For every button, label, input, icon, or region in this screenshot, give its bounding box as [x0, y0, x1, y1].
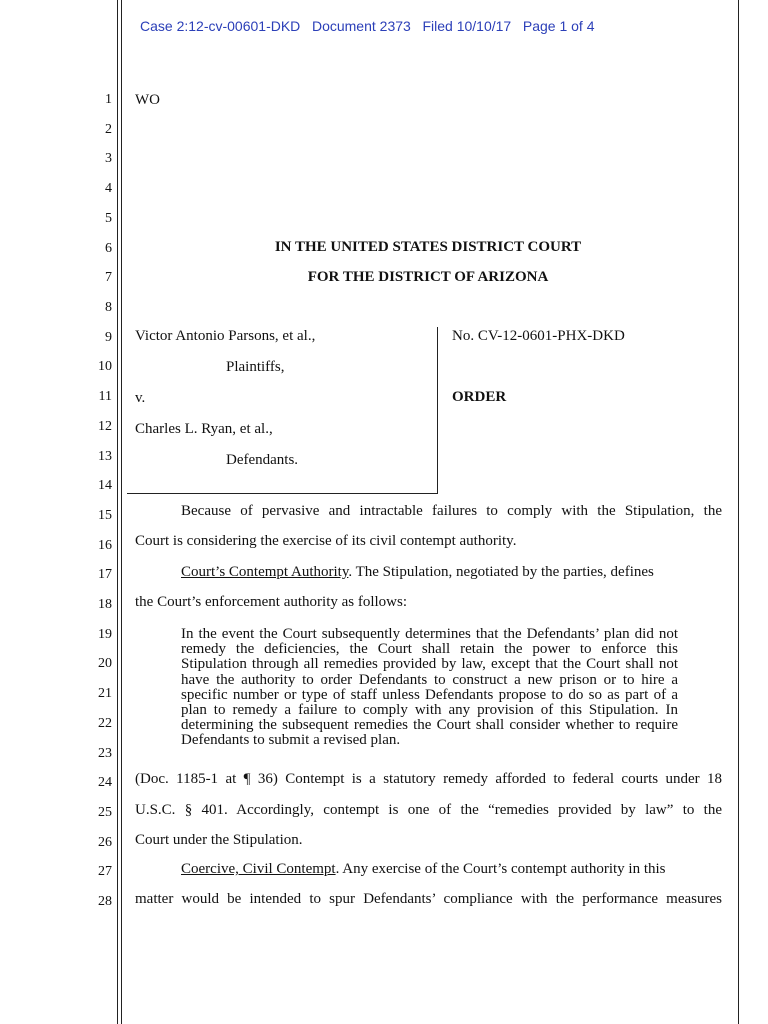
line-number: 10 — [98, 359, 112, 374]
line-number: 26 — [98, 835, 112, 850]
line-number: 20 — [98, 656, 112, 671]
line-number: 14 — [98, 478, 112, 493]
plaintiff-name: Victor Antonio Parsons, et al., — [135, 328, 316, 344]
paragraph-line: (Doc. 1185-1 at ¶ 36) Contempt is a statutory remedy afforded to federal courts under 18 — [135, 771, 722, 787]
line-number: 2 — [105, 122, 112, 137]
line-number: 22 — [98, 716, 112, 731]
line-number: 15 — [98, 508, 112, 523]
defendant-name: Charles L. Ryan, et al., — [135, 421, 273, 437]
court-title-line1: IN THE UNITED STATES DISTRICT COURT — [274, 239, 582, 255]
line-number: 28 — [98, 894, 112, 909]
block-quote: In the event the Court subsequently determines that the Defendants’ plan did not remedy the deficiencies, the Court shall retain the power to enforce this Stipulation through all remedies provided by law, except that the Court shall not have the authority to order Defendants to construct a new prison or to hire a specific number or type of staff unless Defendants propose to do so as part of a plan to remedy a failure to comply with any provision of this Stipulation. In determining the subsequent remedies the Court shall consider whether to require Defendants to submit a revised plan. — [181, 626, 678, 749]
paragraph-line: Because of pervasive and intractable failures to comply with the Stipulation, the — [181, 503, 722, 519]
wo-mark: WO — [135, 92, 160, 108]
versus: v. — [135, 390, 146, 406]
left-margin-rule-inner — [121, 0, 122, 1024]
heading-line — [181, 861, 666, 878]
court-title-line2: FOR THE DISTRICT OF ARIZONA — [307, 269, 549, 285]
line-number: 19 — [98, 627, 112, 642]
line-number: 25 — [98, 805, 112, 820]
heading-line — [181, 564, 654, 581]
line-number: 12 — [98, 419, 112, 434]
line-number: 21 — [98, 686, 112, 701]
line-number: 5 — [105, 211, 112, 226]
paragraph-line: the Court’s enforcement authority as follows: — [135, 594, 408, 610]
section-heading-contempt-authority: Court’s Contempt Authority — [181, 564, 349, 580]
paragraph-text: . Any exercise of the Court’s contempt authority in this — [335, 861, 666, 877]
line-number: 13 — [98, 449, 112, 464]
paragraph-line: U.S.C. § 401. Accordingly, contempt is one of the “remedies provided by law” to the — [135, 802, 722, 818]
line-number: 3 — [105, 151, 112, 166]
line-number: 7 — [105, 270, 112, 285]
line-number: 11 — [98, 389, 112, 404]
line-number: 4 — [105, 181, 112, 196]
line-number: 27 — [98, 864, 112, 879]
line-number: 18 — [98, 597, 112, 612]
line-number: 17 — [98, 567, 112, 582]
line-number: 23 — [98, 746, 112, 761]
line-number: 8 — [105, 300, 112, 315]
line-number: 1 — [105, 92, 112, 107]
document-title: ORDER — [452, 389, 507, 405]
section-heading-civil-contempt: Coercive, Civil Contempt — [181, 861, 336, 877]
line-number: 16 — [98, 538, 112, 553]
plaintiffs-role: Plaintiffs, — [226, 359, 285, 375]
line-number: 24 — [98, 775, 112, 790]
defendants-role: Defendants. — [226, 452, 299, 468]
line-number: 6 — [105, 241, 112, 256]
paragraph-line: Court is considering the exercise of its civil contempt authority. — [135, 533, 517, 549]
left-margin-rule — [117, 0, 118, 1024]
case-number: No. CV-12-0601-PHX-DKD — [452, 328, 625, 344]
paragraph-line: Court under the Stipulation. — [135, 832, 303, 848]
line-number: 9 — [105, 330, 112, 345]
right-margin-rule — [738, 0, 739, 1024]
ecf-header: Case 2:12-cv-00601-DKD Document 2373 Filed 10/10/17 Page 1 of 4 — [140, 18, 595, 34]
paragraph-text: . The Stipulation, negotiated by the parties, defines — [348, 564, 654, 580]
paragraph-line: matter would be intended to spur Defendants’ compliance with the performance measures — [135, 891, 722, 907]
caption-divider — [437, 327, 438, 494]
caption-underline — [127, 493, 438, 494]
